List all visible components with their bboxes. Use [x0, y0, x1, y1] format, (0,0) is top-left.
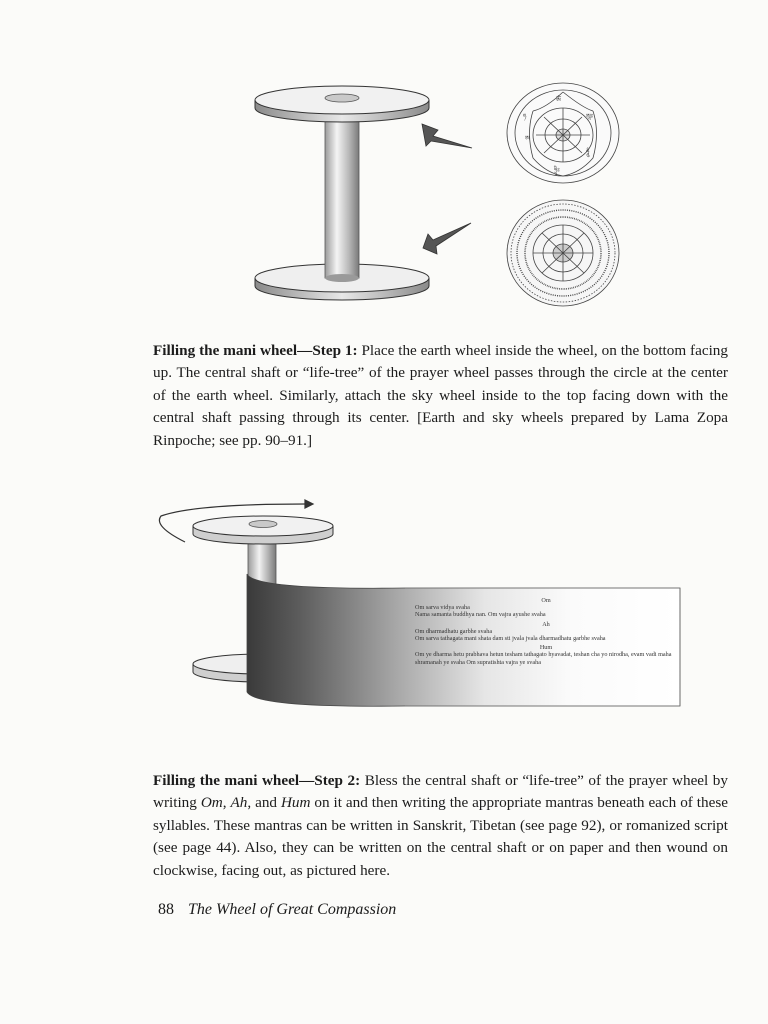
svg-text:ཨོཾ: ཨོཾ	[556, 98, 561, 104]
page-footer	[158, 900, 396, 920]
mantra-text-block	[415, 595, 677, 666]
mantra-line: Om sarva tathagata mani shata dam sti jvala jvala dharmadhatu garbhe svaha	[415, 635, 606, 643]
caption1-body: Place the earth wheel inside the wheel, on the bottom facing up. The central shaft or “life-tree” of the prayer wheel passes through the circle at the center of the earth wheel. Similarly, attach the sky wheel inside to the top facing down with the central shaft passing through its center. [Earth and sky wheels prepared by Lama Zopa Rinpoche; see pp. 90–91.]	[153, 342, 728, 449]
mantra-line: Om sarva vidya svaha	[415, 604, 470, 612]
running-title: The Wheel of Great Compassion	[188, 901, 397, 918]
figure1-caption	[153, 340, 728, 452]
earth-wheel-diagram	[507, 200, 619, 306]
syllable-ah: Ah	[542, 620, 550, 628]
caption2-lead: Filling the mani wheel—Step 2:	[153, 772, 361, 789]
svg-text:ཧཱུྃ: ཧཱུྃ	[586, 150, 590, 156]
mantra-line: Nama samanta buddhya nan. Om vajra ayushe svaha	[415, 611, 546, 619]
caption2-text: Bless the central shaft or “life-tree” of the prayer wheel by writing	[153, 772, 728, 812]
svg-text:ཨཱཿ: ཨཱཿ	[586, 114, 594, 120]
caption2-text: , and	[247, 794, 281, 812]
caption2-text: ,	[222, 794, 231, 812]
figure-step1	[240, 78, 640, 314]
svg-text:ཧ: ཧ	[523, 114, 527, 120]
sky-wheel-diagram	[507, 83, 619, 183]
arrow-icon	[422, 124, 472, 254]
caption2-ah: Ah	[230, 794, 248, 812]
svg-text:ཨ: ཨ	[525, 136, 530, 142]
svg-text:ཧྲཱིཿ: ཧྲཱིཿ	[554, 168, 560, 174]
page-number: 88	[158, 901, 174, 918]
figure2-caption	[153, 770, 728, 882]
mantra-line: Om dharmadhatu garbhe svaha	[415, 627, 493, 635]
caption2-om: Om	[200, 794, 223, 812]
caption2-hum: Hum	[280, 794, 311, 812]
spool-top-disk	[193, 516, 333, 544]
caption1-lead: Filling the mani wheel—Step 1:	[153, 342, 358, 359]
caption2-text: on it and then writing the appropriate mantras beneath each of these syllables. These mantras can be written in Sanskrit, Tibetan (see page 92), or romanized script (see page 44). Also, they can be written on the central shaft or on paper and then wound on clockwise, facing out, as pictured here.	[153, 794, 728, 879]
spool-illustration	[255, 86, 429, 300]
mantra-line: Om ye dharma hetu prabhava hetun tesham tathagato hyavadat, teshan cha yo nirodha, evam vadi maha shramanah ye svaha Om supratishta vajra ye svaha	[415, 651, 672, 666]
syllable-hum: Hum	[539, 644, 553, 652]
syllable-om: Om	[541, 597, 551, 604]
